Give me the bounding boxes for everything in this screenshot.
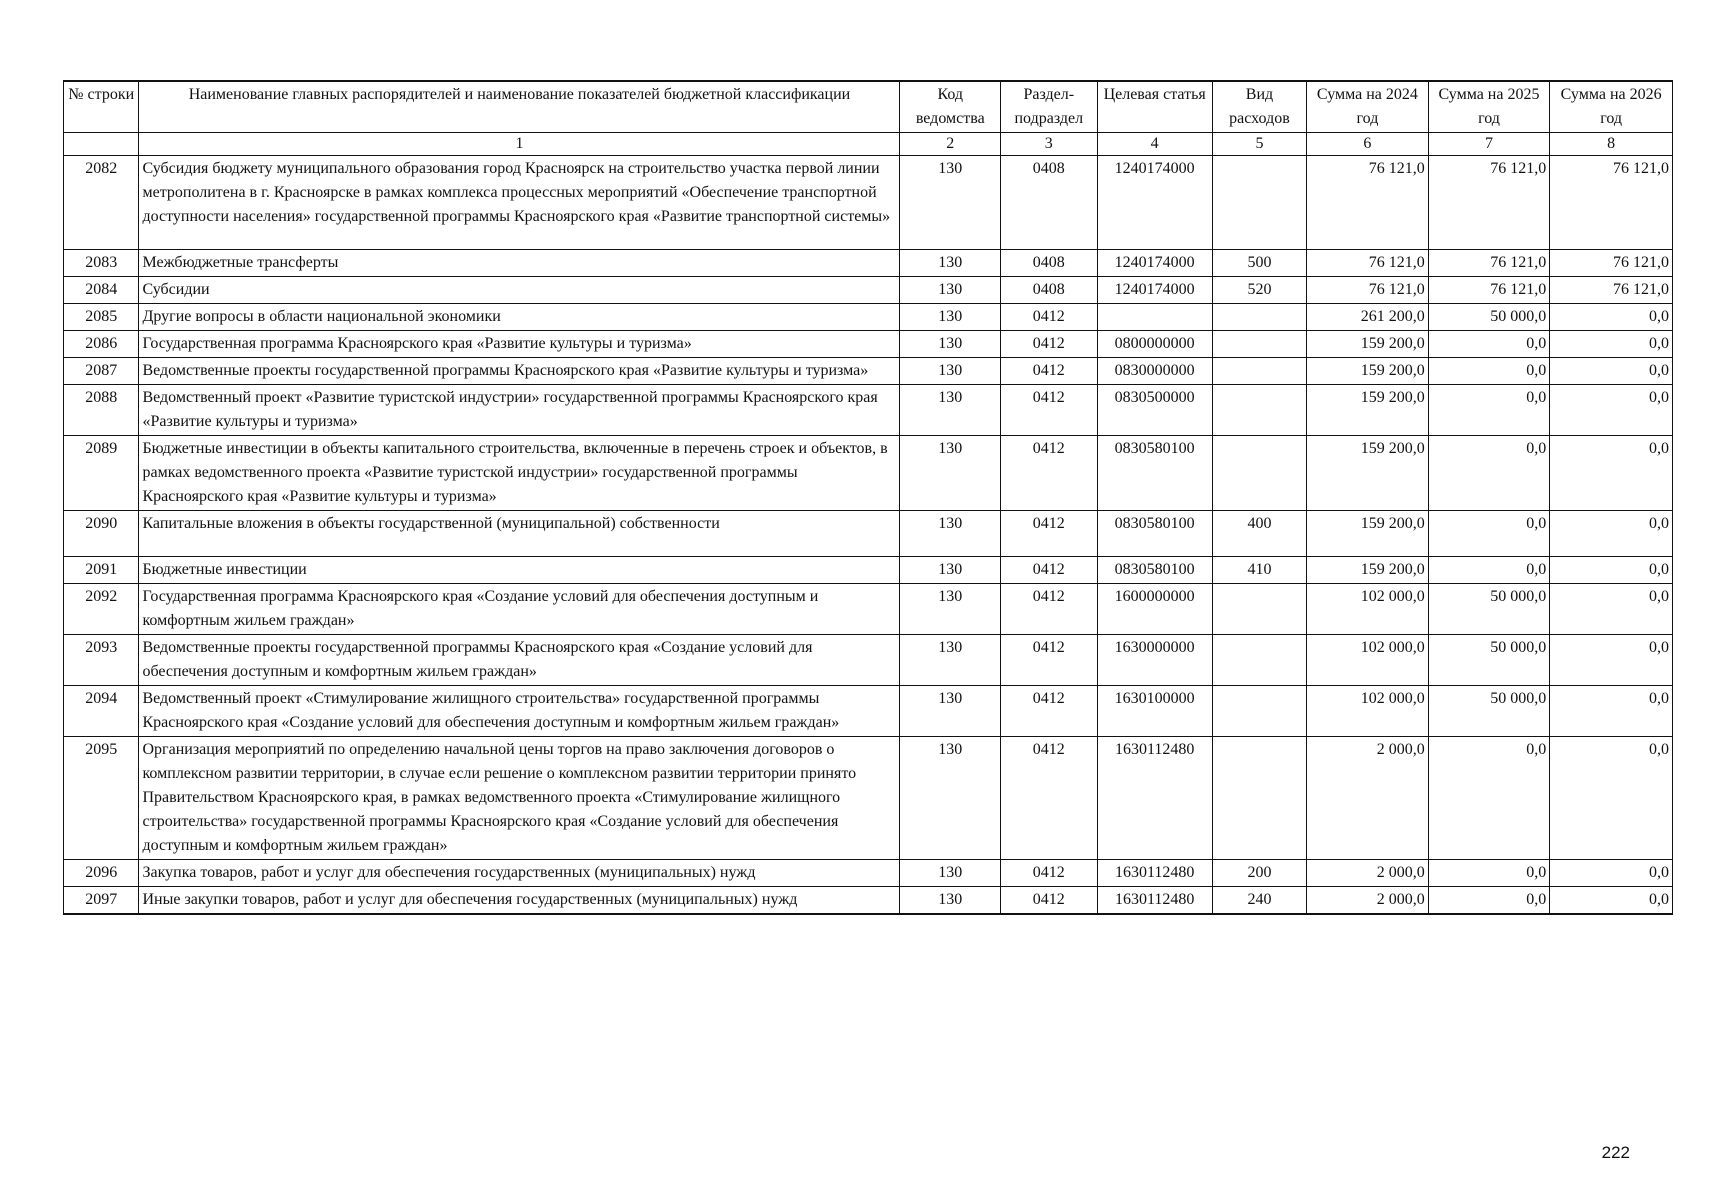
row-sum-2025-cell: 50 000,0 xyxy=(1428,304,1550,331)
row-department-code-cell: 130 xyxy=(900,887,1001,915)
row-sum-2026-cell: 0,0 xyxy=(1550,887,1673,915)
row-number-cell: 2084 xyxy=(64,277,139,304)
row-sum-2024-cell: 159 200,0 xyxy=(1307,358,1429,385)
row-sum-2024-cell: 159 200,0 xyxy=(1307,436,1429,511)
row-sum-2025-cell: 0,0 xyxy=(1428,511,1550,557)
column-number: 2 xyxy=(900,133,1001,156)
table-body xyxy=(64,156,1673,915)
row-expense-type-cell: 520 xyxy=(1212,277,1306,304)
row-department-code-cell: 130 xyxy=(900,686,1001,737)
row-target-article-cell xyxy=(1097,304,1212,331)
table-row xyxy=(64,584,1673,635)
row-sum-2026-cell: 0,0 xyxy=(1550,737,1673,860)
row-number-cell: 2087 xyxy=(64,358,139,385)
row-section-cell: 0412 xyxy=(1001,860,1097,887)
row-sum-2026-cell: 0,0 xyxy=(1550,557,1673,584)
row-expense-type-cell xyxy=(1212,737,1306,860)
row-target-article-cell: 1630112480 xyxy=(1097,737,1212,860)
row-sum-2026-cell: 0,0 xyxy=(1550,860,1673,887)
table-row xyxy=(64,686,1673,737)
row-sum-2025-cell: 0,0 xyxy=(1428,860,1550,887)
row-sum-2025-cell: 76 121,0 xyxy=(1428,277,1550,304)
row-sum-2025-cell: 50 000,0 xyxy=(1428,635,1550,686)
row-sum-2026-cell: 0,0 xyxy=(1550,584,1673,635)
header-name: Наименование главных распорядителей и наименование показателей бюджетной классификации xyxy=(139,81,900,133)
row-sum-2025-cell: 0,0 xyxy=(1428,737,1550,860)
row-sum-2024-cell: 159 200,0 xyxy=(1307,557,1429,584)
row-department-code-cell: 130 xyxy=(900,557,1001,584)
row-number-cell: 2090 xyxy=(64,511,139,557)
table-row xyxy=(64,737,1673,860)
header-target-article: Целевая статья xyxy=(1097,81,1212,133)
row-number-cell: 2094 xyxy=(64,686,139,737)
row-sum-2026-cell: 0,0 xyxy=(1550,304,1673,331)
row-department-code-cell: 130 xyxy=(900,250,1001,277)
row-expense-type-cell: 240 xyxy=(1212,887,1306,915)
table-row xyxy=(64,250,1673,277)
row-name-cell: Ведомственный проект «Стимулирование жилищного строительства» государственной программы Красноярского края «Создание условий для обеспечения доступным и комфортным жильем граждан» xyxy=(139,686,900,737)
budget-table xyxy=(63,80,1673,915)
column-number xyxy=(64,133,139,156)
header-sum-2024: Сумма на 2024 год xyxy=(1307,81,1429,133)
row-name-cell: Субсидия бюджету муниципального образования город Красноярск на строительство участка первой линии метрополитена в г. Красноярске в рамках комплекса процессных мероприятий «Обеспечение транспортной доступности населения» государственной программы Красноярского края «Развитие транспортной системы» xyxy=(139,156,900,250)
row-sum-2025-cell: 50 000,0 xyxy=(1428,686,1550,737)
budget-sheet xyxy=(63,80,1673,915)
row-name-cell: Бюджетные инвестиции в объекты капитального строительства, включенные в перечень строек и объектов, в рамках ведомственного проекта «Развитие туристской индустрии» государственной программы Красноярского края «Развитие культуры и туризма» xyxy=(139,436,900,511)
row-target-article-cell: 1630000000 xyxy=(1097,635,1212,686)
row-section-cell: 0412 xyxy=(1001,584,1097,635)
page-number: 222 xyxy=(1601,1143,1630,1162)
header-row xyxy=(64,81,1673,133)
row-sum-2026-cell: 76 121,0 xyxy=(1550,277,1673,304)
row-target-article-cell: 1630112480 xyxy=(1097,860,1212,887)
row-number-cell: 2088 xyxy=(64,385,139,436)
row-section-cell: 0408 xyxy=(1001,250,1097,277)
header-section: Раздел-подраздел xyxy=(1001,81,1097,133)
row-sum-2024-cell: 261 200,0 xyxy=(1307,304,1429,331)
row-expense-type-cell xyxy=(1212,686,1306,737)
row-sum-2025-cell: 0,0 xyxy=(1428,557,1550,584)
table-row xyxy=(64,887,1673,915)
row-section-cell: 0408 xyxy=(1001,156,1097,250)
row-section-cell: 0412 xyxy=(1001,737,1097,860)
row-number-cell: 2093 xyxy=(64,635,139,686)
row-number-cell: 2085 xyxy=(64,304,139,331)
row-department-code-cell: 130 xyxy=(900,737,1001,860)
row-sum-2024-cell: 2 000,0 xyxy=(1307,737,1429,860)
column-number: 6 xyxy=(1307,133,1429,156)
row-expense-type-cell xyxy=(1212,436,1306,511)
row-name-cell: Государственная программа Красноярского края «Развитие культуры и туризма» xyxy=(139,331,900,358)
column-number: 8 xyxy=(1550,133,1673,156)
row-name-cell: Капитальные вложения в объекты государственной (муниципальной) собственности xyxy=(139,511,900,557)
row-department-code-cell: 130 xyxy=(900,436,1001,511)
row-section-cell: 0412 xyxy=(1001,887,1097,915)
row-sum-2026-cell: 0,0 xyxy=(1550,331,1673,358)
row-section-cell: 0408 xyxy=(1001,277,1097,304)
row-department-code-cell: 130 xyxy=(900,860,1001,887)
row-sum-2024-cell: 159 200,0 xyxy=(1307,511,1429,557)
row-section-cell: 0412 xyxy=(1001,358,1097,385)
table-row xyxy=(64,331,1673,358)
row-sum-2026-cell: 0,0 xyxy=(1550,436,1673,511)
row-sum-2026-cell: 0,0 xyxy=(1550,511,1673,557)
row-department-code-cell: 130 xyxy=(900,635,1001,686)
row-name-cell: Субсидии xyxy=(139,277,900,304)
row-name-cell: Организация мероприятий по определению начальной цены торгов на право заключения договоров о комплексном развитии территории, в случае если решение о комплексном развитии территории принято Правительством Красноярского края, в рамках ведомственного проекта «Стимулирование жилищного строительства» государственной программы Красноярского края «Создание условий для обеспечения доступным и комфортным жильем граждан» xyxy=(139,737,900,860)
column-number: 7 xyxy=(1428,133,1550,156)
row-sum-2025-cell: 0,0 xyxy=(1428,887,1550,915)
row-name-cell: Закупка товаров, работ и услуг для обеспечения государственных (муниципальных) нужд xyxy=(139,860,900,887)
row-expense-type-cell: 410 xyxy=(1212,557,1306,584)
row-target-article-cell: 1240174000 xyxy=(1097,156,1212,250)
row-section-cell: 0412 xyxy=(1001,635,1097,686)
row-target-article-cell: 0830580100 xyxy=(1097,511,1212,557)
header-expense-type: Вид расходов xyxy=(1212,81,1306,133)
row-sum-2024-cell: 102 000,0 xyxy=(1307,584,1429,635)
row-sum-2024-cell: 76 121,0 xyxy=(1307,156,1429,250)
row-section-cell: 0412 xyxy=(1001,511,1097,557)
row-target-article-cell: 1630112480 xyxy=(1097,887,1212,915)
row-sum-2024-cell: 2 000,0 xyxy=(1307,887,1429,915)
row-section-cell: 0412 xyxy=(1001,304,1097,331)
table-row xyxy=(64,511,1673,557)
table-row xyxy=(64,277,1673,304)
row-section-cell: 0412 xyxy=(1001,331,1097,358)
row-sum-2025-cell: 0,0 xyxy=(1428,331,1550,358)
row-target-article-cell: 0830000000 xyxy=(1097,358,1212,385)
table-row xyxy=(64,635,1673,686)
row-number-cell: 2092 xyxy=(64,584,139,635)
row-sum-2024-cell: 102 000,0 xyxy=(1307,635,1429,686)
row-sum-2024-cell: 102 000,0 xyxy=(1307,686,1429,737)
row-name-cell: Ведомственные проекты государственной программы Красноярского края «Развитие культуры и туризма» xyxy=(139,358,900,385)
row-expense-type-cell xyxy=(1212,331,1306,358)
row-target-article-cell: 0800000000 xyxy=(1097,331,1212,358)
column-number-row xyxy=(64,133,1673,156)
row-sum-2025-cell: 76 121,0 xyxy=(1428,156,1550,250)
row-department-code-cell: 130 xyxy=(900,331,1001,358)
row-sum-2024-cell: 76 121,0 xyxy=(1307,250,1429,277)
table-row xyxy=(64,358,1673,385)
row-target-article-cell: 1240174000 xyxy=(1097,277,1212,304)
row-name-cell: Ведомственные проекты государственной программы Красноярского края «Создание условий для обеспечения доступным и комфортным жильем граждан» xyxy=(139,635,900,686)
row-sum-2025-cell: 76 121,0 xyxy=(1428,250,1550,277)
row-department-code-cell: 130 xyxy=(900,584,1001,635)
row-name-cell: Государственная программа Красноярского края «Создание условий для обеспечения доступным и комфортным жильем граждан» xyxy=(139,584,900,635)
column-number: 4 xyxy=(1097,133,1212,156)
row-target-article-cell: 1630100000 xyxy=(1097,686,1212,737)
row-number-cell: 2082 xyxy=(64,156,139,250)
row-sum-2024-cell: 76 121,0 xyxy=(1307,277,1429,304)
row-sum-2024-cell: 159 200,0 xyxy=(1307,331,1429,358)
row-expense-type-cell xyxy=(1212,304,1306,331)
table-row xyxy=(64,557,1673,584)
row-target-article-cell: 1240174000 xyxy=(1097,250,1212,277)
row-department-code-cell: 130 xyxy=(900,358,1001,385)
row-department-code-cell: 130 xyxy=(900,304,1001,331)
row-section-cell: 0412 xyxy=(1001,436,1097,511)
row-number-cell: 2096 xyxy=(64,860,139,887)
row-target-article-cell: 1600000000 xyxy=(1097,584,1212,635)
row-department-code-cell: 130 xyxy=(900,511,1001,557)
row-expense-type-cell xyxy=(1212,156,1306,250)
row-expense-type-cell xyxy=(1212,358,1306,385)
row-expense-type-cell xyxy=(1212,584,1306,635)
row-section-cell: 0412 xyxy=(1001,557,1097,584)
row-expense-type-cell: 500 xyxy=(1212,250,1306,277)
table-row xyxy=(64,385,1673,436)
row-expense-type-cell: 200 xyxy=(1212,860,1306,887)
row-department-code-cell: 130 xyxy=(900,385,1001,436)
row-sum-2025-cell: 0,0 xyxy=(1428,358,1550,385)
row-expense-type-cell xyxy=(1212,635,1306,686)
row-number-cell: 2097 xyxy=(64,887,139,915)
row-name-cell: Межбюджетные трансферты xyxy=(139,250,900,277)
table-row xyxy=(64,304,1673,331)
row-sum-2025-cell: 0,0 xyxy=(1428,436,1550,511)
row-name-cell: Иные закупки товаров, работ и услуг для обеспечения государственных (муниципальных) нужд xyxy=(139,887,900,915)
row-number-cell: 2086 xyxy=(64,331,139,358)
row-sum-2024-cell: 2 000,0 xyxy=(1307,860,1429,887)
header-row-number: № строки xyxy=(64,81,139,133)
row-target-article-cell: 0830580100 xyxy=(1097,557,1212,584)
row-department-code-cell: 130 xyxy=(900,277,1001,304)
row-expense-type-cell xyxy=(1212,385,1306,436)
row-expense-type-cell: 400 xyxy=(1212,511,1306,557)
column-number: 1 xyxy=(139,133,900,156)
row-number-cell: 2091 xyxy=(64,557,139,584)
row-number-cell: 2095 xyxy=(64,737,139,860)
row-sum-2026-cell: 0,0 xyxy=(1550,385,1673,436)
row-section-cell: 0412 xyxy=(1001,686,1097,737)
row-sum-2026-cell: 76 121,0 xyxy=(1550,156,1673,250)
header-sum-2025: Сумма на 2025 год xyxy=(1428,81,1550,133)
table-row xyxy=(64,860,1673,887)
row-name-cell: Бюджетные инвестиции xyxy=(139,557,900,584)
header-department-code: Код ведомства xyxy=(900,81,1001,133)
row-name-cell: Ведомственный проект «Развитие туристской индустрии» государственной программы Красноярского края «Развитие культуры и туризма» xyxy=(139,385,900,436)
table-row xyxy=(64,436,1673,511)
row-sum-2026-cell: 0,0 xyxy=(1550,686,1673,737)
row-target-article-cell: 0830580100 xyxy=(1097,436,1212,511)
header-sum-2026: Сумма на 2026 год xyxy=(1550,81,1673,133)
column-number: 5 xyxy=(1212,133,1306,156)
row-name-cell: Другие вопросы в области национальной экономики xyxy=(139,304,900,331)
row-number-cell: 2089 xyxy=(64,436,139,511)
table-row xyxy=(64,156,1673,250)
row-target-article-cell: 0830500000 xyxy=(1097,385,1212,436)
row-section-cell: 0412 xyxy=(1001,385,1097,436)
row-department-code-cell: 130 xyxy=(900,156,1001,250)
row-sum-2026-cell: 0,0 xyxy=(1550,358,1673,385)
row-number-cell: 2083 xyxy=(64,250,139,277)
row-sum-2025-cell: 0,0 xyxy=(1428,385,1550,436)
row-sum-2024-cell: 159 200,0 xyxy=(1307,385,1429,436)
row-sum-2026-cell: 76 121,0 xyxy=(1550,250,1673,277)
row-sum-2026-cell: 0,0 xyxy=(1550,635,1673,686)
column-number: 3 xyxy=(1001,133,1097,156)
row-sum-2025-cell: 50 000,0 xyxy=(1428,584,1550,635)
